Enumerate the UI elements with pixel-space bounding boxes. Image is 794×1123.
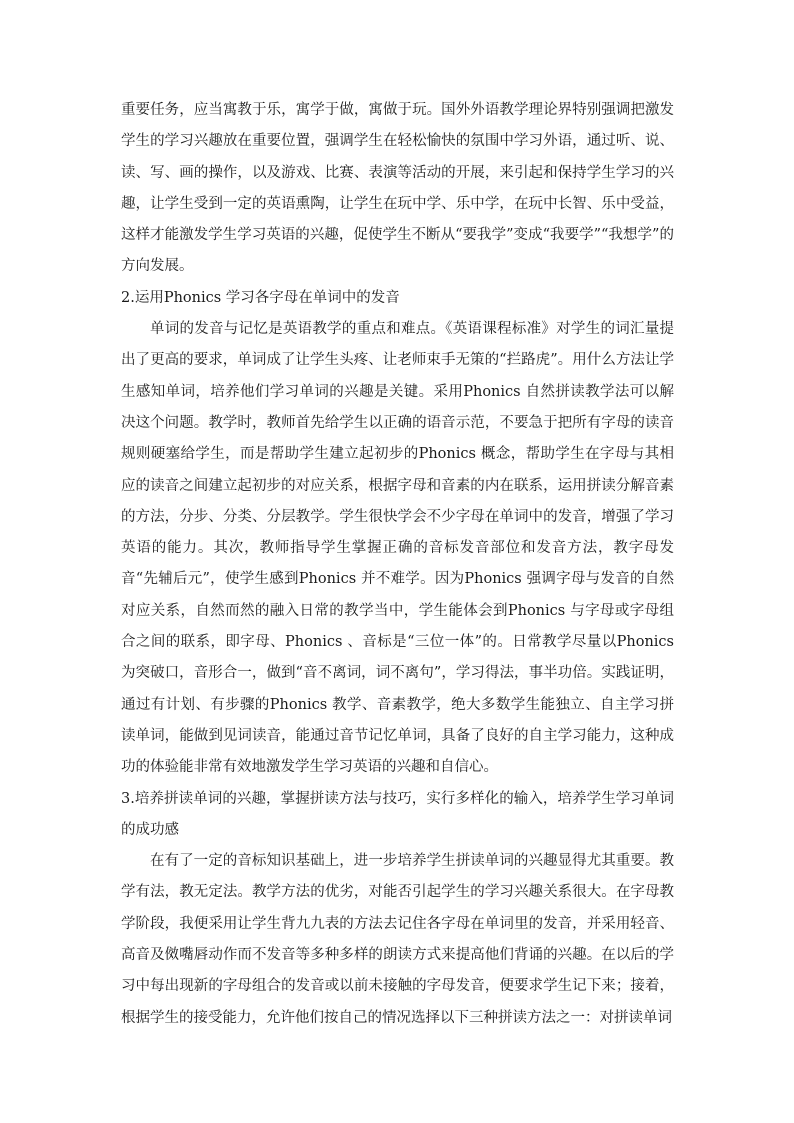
paragraph-phonics: 单词的发音与记忆是英语教学的重点和难点。《英语课程标准》对学生的词汇量提出了更高的要求，单词成了让学生头疼、让老师束手无策的“拦路虎”。用什么方法让学生感知单词，培养他们学习单词的兴趣是关键。采用Phonics 自然拼读教学法可以解决这个问题。教学时，教师首先给学生以正确的语音示范，不要急于把所有字母的读音规则硬塞给学生，而是帮助学生建立起初步的Phonics 概念，帮助学生在字母与其相应的读音之间建立起初步的对应关系，根据字母和音素的内在联系，运用拼读分解音素的方法，分步、分类、分层教学。学生很快学会不少字母在单词中的发音，增强了学习英语的能力。其次，教师指导学生掌握正确的音标发音部位和发音方法，教字母发音“先辅后元”，使学生感到Phonics 并不难学。因为Phonics 强调字母与发音的自然对应关系，自然而然的融入日常的教学当中，学生能体会到Phonics 与字母或字母组合之间的联系，即字母、Phonics 、音标是“三位一体”的。日常教学尽量以Phonics 为突破口，音形合一，做到“音不离词，词不离句”，学习得法，事半功倍。实践证明，通过有计划、有步骤的Phonics 教学、音素教学，绝大多数学生能独立、自主学习拼读单词，能做到见词读音，能通过音节记忆单词，具备了良好的自主学习能力，这种成功的体验能非常有效地激发学生学习英语的兴趣和自信心。 — [121, 321, 674, 776]
document-page — [121, 95, 674, 1034]
section-heading-spelling: 3.培养拼读单词的兴趣，掌握拼读方法与技巧，实行多样化的输入，培养学生学习单词的成功感 — [121, 790, 674, 838]
section-heading-phonics: 2.运用Phonics 学习各字母在单词中的发音 — [121, 289, 400, 306]
paragraph-spelling: 在有了一定的音标知识基础上，进一步培养学生拼读单词的兴趣显得尤其重要。教学有法，教无定法。教学方法的优劣，对能否引起学生的学习兴趣关系很大。在字母教学阶段，我便采用让学生背九九表的方法去记住各字母在单词里的发音，并采用轻音、高音及傚嘴唇动作而不发音等多种多样的朗读方式来提高他们背诵的兴趣。在以后的学习中每出现新的字母组合的发音或以前未接触的字母发音，便要求学生记下来；接着，根据学生的接受能力，允许他们按自己的情况选择以下三种拼读方法之一：对拼读单词 — [121, 853, 674, 1026]
paragraph-interest-intro: 重要任务，应当寓教于乐，寓学于做，寓做于玩。国外外语教学理论界特别强调把激发学生的学习兴趣放在重要位置，强调学生在轻松愉快的氛围中学习外语，通过听、说、读、写、画的操作，以及游戏、比赛、表演等活动的开展，来引起和保持学生学习的兴趣，让学生受到一定的英语熏陶，让学生在玩中学、乐中学，在玩中长智、乐中受益，这样才能激发学生学习英语的兴趣，促使学生不断从“要我学”变成“我要学”“我想学”的方向发展。 — [121, 102, 674, 275]
